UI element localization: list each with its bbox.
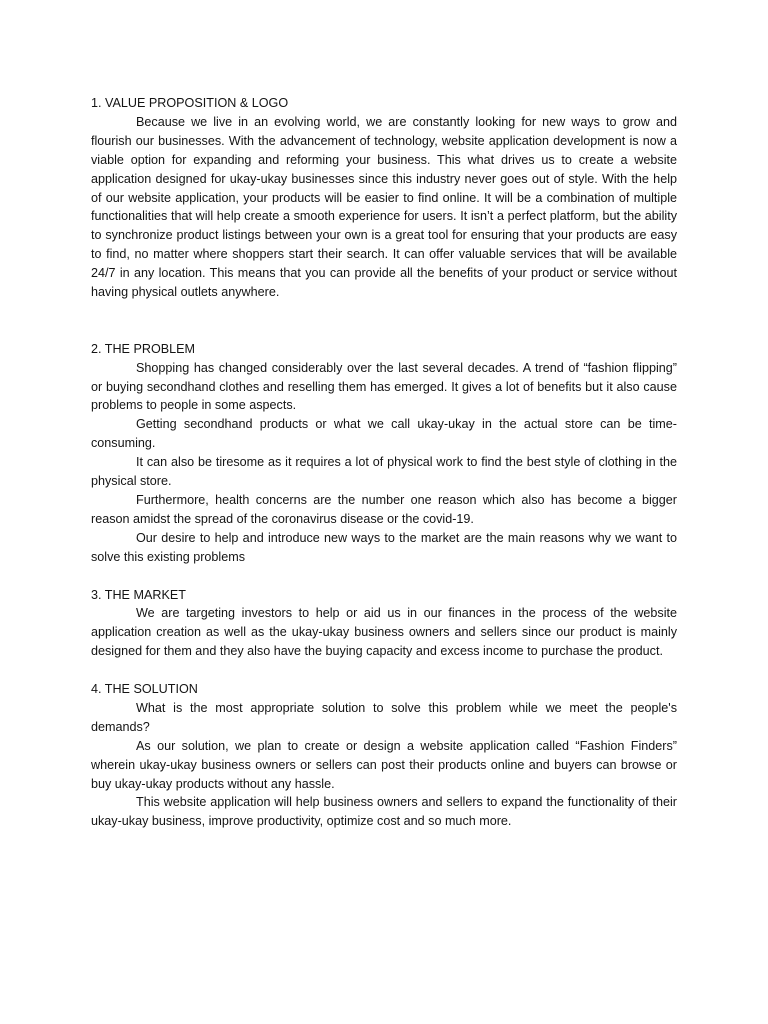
paragraph: Because we live in an evolving world, we are constantly looking for new ways to grow and flourish our businesses. With the advancement of technology, website application development is now a viable option for expanding and reforming your business. This what drives us to create a website application designed for ukay-ukay businesses since this industry never goes out of style. With the help of our website application, your products will be easier to find online. It will be a combination of multiple functionalities that will help create a smooth experience for users. It isn’t a perfect platform, but the ability to synchronize product listings between your own is a great tool for ensuring that your products are easy to find, no matter where shoppers start their search. It can offer valuable services that will be available 24/7 in any location. This means that you can provide all the benefits of your product or service without having physical outlets anywhere.	[91, 114, 677, 300]
paragraph: This website application will help business owners and sellers to expand the functionality of their ukay-ukay business, improve productivity, optimize cost and so much more.	[91, 795, 677, 829]
section-the-solution	[91, 680, 677, 831]
section-heading: 2. THE PROBLEM	[91, 341, 196, 356]
paragraph: What is the most appropriate solution to solve this problem while we meet the people's demands?	[91, 700, 677, 734]
paragraph: Furthermore, health concerns are the number one reason which also has become a bigger reason amidst the spread of the coronavirus disease or the covid-19.	[91, 493, 677, 526]
document-page	[91, 94, 677, 831]
paragraph: As our solution, we plan to create or design a website application called “Fashion Finders” wherein ukay-ukay business owners or sellers can post their products online and buyers can browse or buy ukay-ukay products without any hassle.	[91, 738, 677, 791]
section-value-proposition	[91, 94, 677, 302]
paragraph: It can also be tiresome as it requires a lot of physical work to find the best style of clothing in the physical store.	[91, 455, 677, 489]
paragraph: Our desire to help and introduce new ways to the market are the main reasons why we want to solve this existing problems	[91, 530, 677, 564]
paragraph: Shopping has changed considerably over the last several decades. A trend of “fashion flipping” or buying secondhand clothes and reselling them has emerged. It gives a lot of benefits but it also cause problems to people in some aspects.	[91, 360, 677, 413]
paragraph: We are targeting investors to help or aid us in our finances in the process of the website application creation as well as the ukay-ukay business owners and sellers since our product is mainly designed for them and they also have the buying capacity and excess income to purchase the product.	[91, 606, 677, 659]
paragraph: Getting secondhand products or what we call ukay-ukay in the actual store can be time-consuming.	[91, 417, 677, 451]
section-heading: 1. VALUE PROPOSITION & LOGO	[91, 96, 289, 110]
section-the-problem	[91, 340, 677, 567]
section-heading: 4. THE SOLUTION	[91, 682, 198, 697]
section-the-market	[91, 586, 677, 662]
section-heading: 3. THE MARKET	[91, 587, 186, 602]
